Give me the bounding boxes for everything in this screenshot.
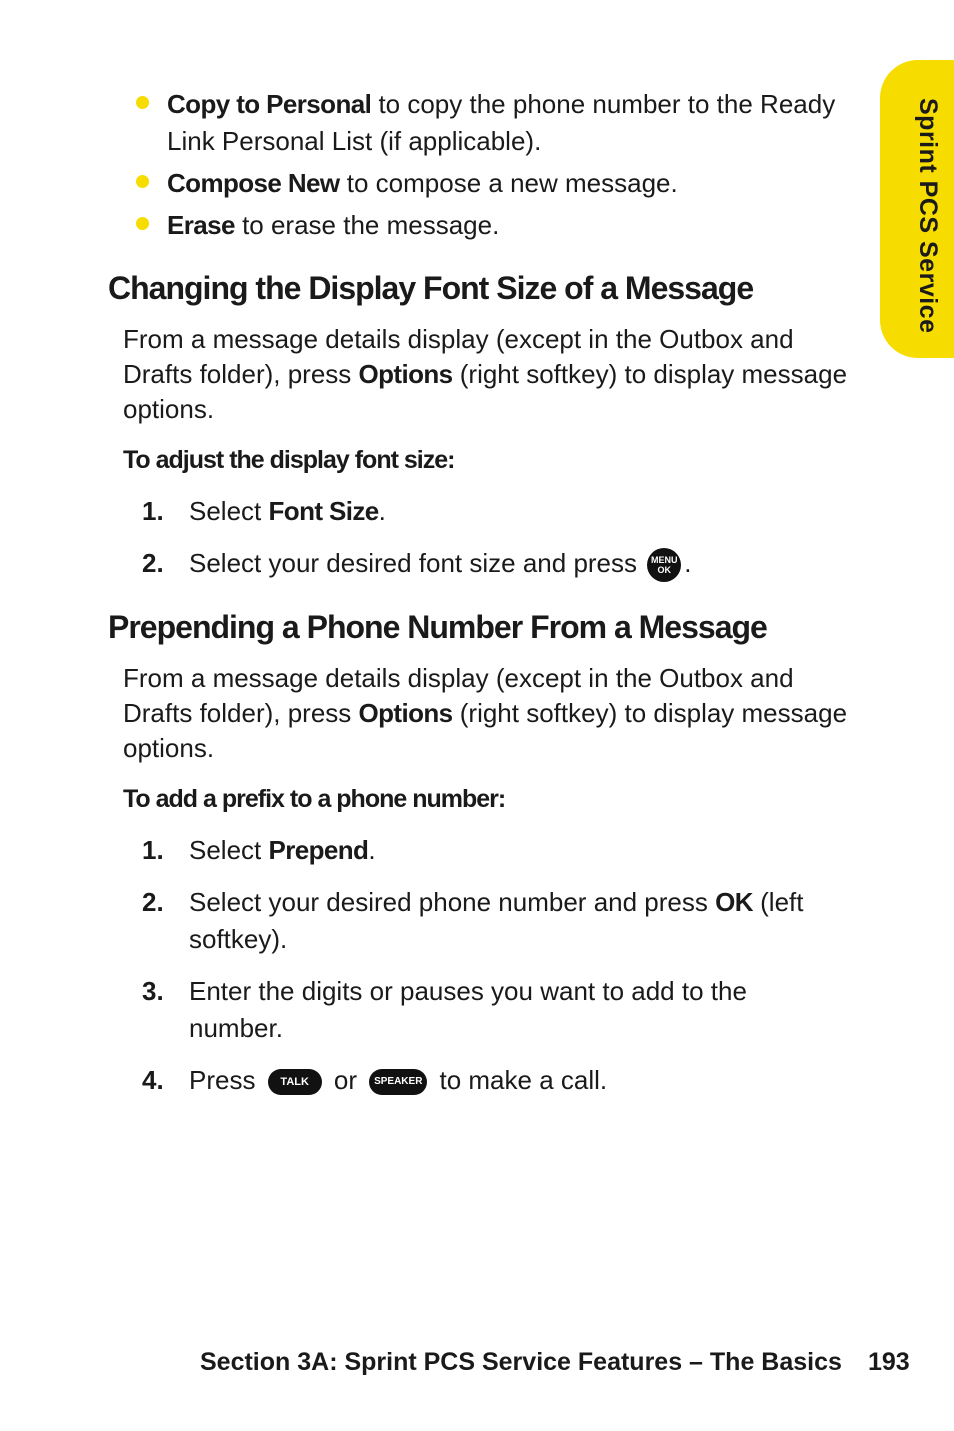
list-item bbox=[134, 207, 854, 244]
list-item: 4. Press TALK or SPEAKER to make a call. bbox=[142, 1062, 842, 1099]
option-name: Copy to Personal bbox=[167, 89, 372, 119]
option-name: Erase bbox=[167, 210, 235, 240]
option-name: Compose New bbox=[167, 168, 340, 198]
section-tab-label: Sprint PCS Service bbox=[914, 98, 942, 334]
list-item: 2. Select your desired font size and press MENU OK . bbox=[142, 545, 842, 582]
step-number: 1. bbox=[142, 835, 164, 865]
list-item bbox=[134, 86, 854, 160]
step-number: 1. bbox=[142, 496, 164, 526]
speaker-key-icon: SPEAKER bbox=[369, 1069, 427, 1095]
font-size-heading: Changing the Display Font Size of a Message bbox=[108, 270, 754, 306]
page-number: 193 bbox=[868, 1348, 910, 1376]
list-item: 2. Select your desired phone number and press OK (left softkey). bbox=[142, 884, 842, 958]
list-item: 3. Enter the digits or pauses you want to add to the number. bbox=[142, 973, 842, 1047]
font-size-subheading: To adjust the display font size: bbox=[123, 446, 455, 474]
step-number: 2. bbox=[142, 548, 164, 578]
option-description: to copy the phone number to the Ready Link Personal List (if applicable). bbox=[167, 89, 836, 156]
list-item bbox=[134, 165, 854, 202]
talk-key-icon: TALK bbox=[268, 1069, 322, 1095]
bullet-dot-icon bbox=[136, 96, 149, 109]
footer-section-title: Section 3A: Sprint PCS Service Features – The Basics bbox=[200, 1348, 842, 1376]
font-size-intro: From a message details display (except in the Outbox and Drafts folder), press Options (right softkey) to display message options. bbox=[123, 324, 848, 424]
list-item: 1. Select Font Size. bbox=[142, 493, 842, 530]
step-number: 2. bbox=[142, 887, 164, 917]
bullet-dot-icon bbox=[136, 217, 149, 230]
prepend-heading: Prepending a Phone Number From a Message bbox=[108, 609, 767, 645]
prepend-subheading: To add a prefix to a phone number: bbox=[123, 785, 506, 813]
menu-ok-key-icon: MENU OK bbox=[647, 548, 681, 582]
option-description: to erase the message. bbox=[234, 210, 500, 240]
option-description: to compose a new message. bbox=[339, 168, 678, 198]
font-size-steps bbox=[142, 493, 842, 597]
prepend-steps bbox=[142, 832, 842, 1114]
option-bullet-list bbox=[134, 86, 854, 249]
step-number: 3. bbox=[142, 976, 164, 1006]
prepend-intro: From a message details display (except in the Outbox and Drafts folder), press Options (right softkey) to display message options. bbox=[123, 663, 848, 763]
bullet-dot-icon bbox=[136, 175, 149, 188]
list-item: 1. Select Prepend. bbox=[142, 832, 842, 869]
step-number: 4. bbox=[142, 1065, 164, 1095]
